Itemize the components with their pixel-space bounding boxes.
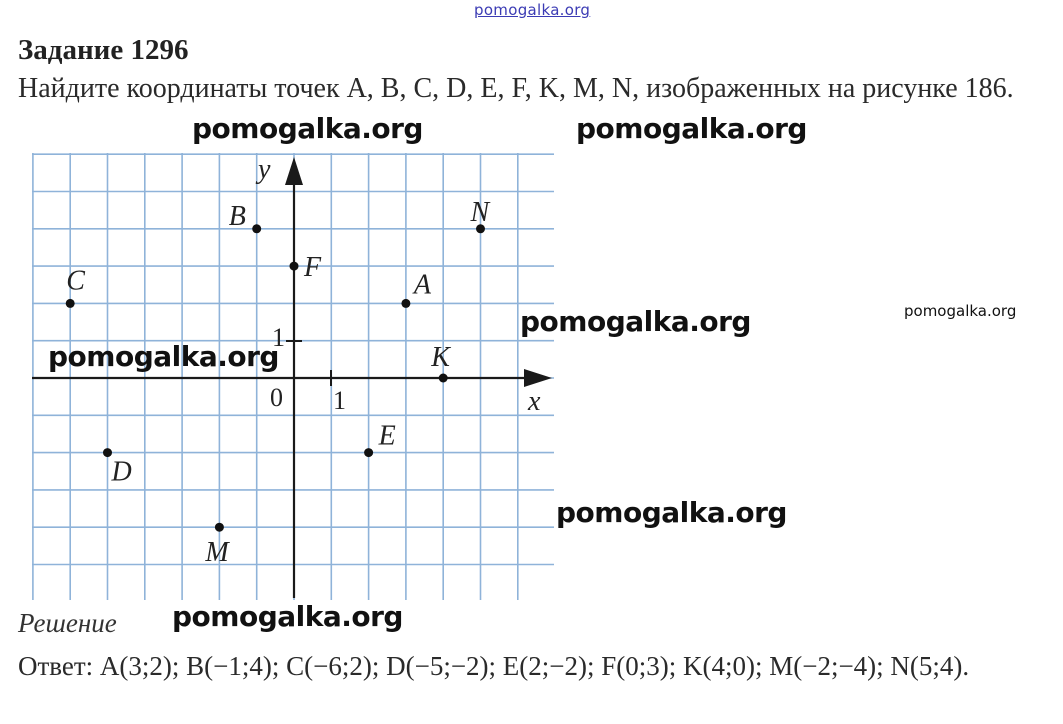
unit-x-label: 1 — [333, 386, 346, 415]
point-label-a: A — [413, 269, 432, 301]
point-e — [364, 448, 373, 457]
point-c — [66, 299, 75, 308]
point-label-c: C — [66, 265, 85, 297]
answer-text: Ответ: A(3;2); B(−1;4); C(−6;2); D(−5;−2); E(2;−2); F(0;3); K(4;0); M(−2;−4); N(5;4). — [18, 651, 970, 681]
task-text: Найдите координаты точек A, B, C, D, E, F, K, M, N, изображенных на рисунке 186. — [18, 73, 1014, 104]
task-title: Задание 1296 — [18, 34, 189, 66]
point-f — [290, 262, 299, 271]
point-label-k: K — [431, 342, 450, 373]
point-label-m: M — [205, 537, 229, 569]
point-k — [439, 374, 448, 383]
site-link[interactable]: pomogalka.org — [474, 1, 591, 19]
point-label-b: B — [228, 200, 246, 232]
point-m — [215, 523, 224, 532]
point-b — [252, 224, 261, 233]
watermark: pomogalka.org — [192, 112, 423, 145]
point-label-f: F — [304, 252, 322, 284]
solution-label: Решение — [18, 608, 117, 638]
watermark: pomogalka.org — [172, 600, 403, 633]
watermark: pomogalka.org — [556, 496, 787, 529]
axis-y-label: y — [258, 154, 271, 185]
axis-x-label: x — [528, 386, 541, 417]
point-label-e: E — [378, 420, 396, 452]
y-axis-arrow — [285, 157, 303, 185]
unit-y-label: 1 — [272, 323, 285, 352]
point-a — [401, 299, 410, 308]
watermark: pomogalka.org — [904, 302, 1017, 320]
watermark: pomogalka.org — [48, 340, 279, 373]
point-label-n: N — [470, 196, 490, 228]
origin-label: 0 — [270, 383, 283, 412]
point-label-d: D — [111, 456, 132, 488]
watermark: pomogalka.org — [520, 305, 751, 338]
watermark: pomogalka.org — [576, 112, 807, 145]
x-axis-arrow — [524, 369, 552, 387]
